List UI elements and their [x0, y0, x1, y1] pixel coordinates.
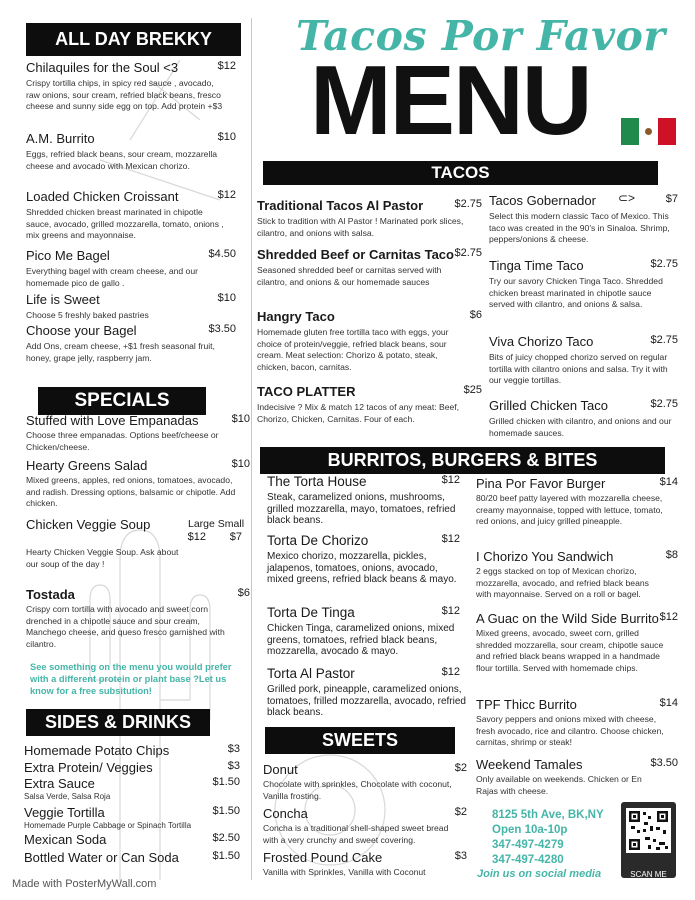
sides-item-price: $2.50: [212, 832, 240, 844]
breakfast-item-desc: Add Ons, cream cheese, +$1 fresh seasonal fruit, honey, grape jelly, raspberry jam.: [26, 341, 215, 363]
sweets-item-desc: Vanilla with Sprinkles, Vanilla with Coconut: [263, 867, 426, 877]
sweets-item-desc: Chocolate with sprinkles, Chocolate with coconut, Vanilla frosting.: [263, 779, 452, 801]
specials-item-name[interactable]: Stuffed with Love Empanadas: [26, 413, 199, 428]
specials-item-price: $10: [231, 458, 250, 470]
breakfast-item-name[interactable]: Chilaquiles for the Soul <3: [26, 60, 179, 75]
hours: Open 10a-10p: [492, 824, 568, 836]
tacos-left-item-price: $2.75: [454, 198, 482, 210]
tacos-left-item-desc: Stick to tradition with Al Pastor ! Marinated pork slices, cilantro, and onions with salsa.: [257, 216, 464, 238]
substitution-note: See something on the menu you would prefer with a different protein or plant base ?Let us know for a free subsitution!: [30, 662, 232, 696]
fish-icon: ⊂>: [618, 191, 636, 205]
tacos-right-item-name[interactable]: Viva Chorizo Taco: [489, 334, 594, 349]
soup-price-large: $12: [187, 531, 206, 543]
tacos-right-item-desc: Bits of juicy chopped chorizo served on regular tortilla with cilantro onions and salsa. Try it with our veggie tortillas.: [489, 352, 668, 385]
tacos-left-item-name[interactable]: TACO PLATTER: [257, 384, 356, 399]
tacos-right-item-price: $2.75: [650, 258, 678, 270]
tacos-left-item-name[interactable]: Hangry Taco: [257, 309, 335, 324]
tacos-right-item-price: $7: [665, 193, 678, 205]
tacos-right-item-name[interactable]: Grilled Chicken Taco: [489, 398, 608, 413]
sides-item-price: $1.50: [212, 776, 240, 788]
burritos-right-item-desc: Only available on weekends. Chicken or En Rajas with cheese.: [476, 774, 642, 796]
tacos-right-item-price: $2.75: [650, 398, 678, 410]
breakfast-item-price: $12: [217, 60, 236, 72]
burritos-left-item-name[interactable]: The Torta House: [267, 474, 367, 489]
breakfast-item-desc: Choose 5 freshly baked pastries: [26, 310, 149, 320]
breakfast-item-price: $4.50: [208, 248, 236, 260]
burritos-right-item-desc: 2 eggs stacked on top of Mexican chorizo, mozzarella, avocado, and refried black beans with mayonnaise. Served on a roll or bagel.: [476, 566, 649, 599]
tacos-left-item-desc: Seasoned shredded beef or carnitas served with cilantro, and onions & our homemade sauces: [257, 265, 442, 287]
specials-item-name[interactable]: Tostada: [26, 587, 75, 602]
specials-item-desc: Mixed greens, apples, red onions, tomatoes, avocado, and radish. Dressing options, balsamic or chipotle. Add chicken.: [26, 475, 236, 508]
burritos-right-item-price: $14: [659, 697, 678, 709]
breakfast-item-name[interactable]: Loaded Chicken Croissant: [26, 189, 179, 204]
soup-size-labels: Large Small: [188, 518, 245, 530]
tacos-left-item-name[interactable]: Shredded Beef or Carnitas Taco: [257, 247, 454, 262]
breakfast-item-name[interactable]: Life is Sweet: [26, 292, 100, 307]
breakfast-item-price: $10: [217, 131, 236, 143]
specials-item-name[interactable]: Chicken Veggie Soup: [26, 517, 151, 532]
tacos-left-item-name[interactable]: Traditional Tacos Al Pastor: [257, 198, 424, 213]
specials-item-name[interactable]: Hearty Greens Salad: [26, 458, 148, 473]
qr-code-icon: [621, 802, 676, 864]
address: 8125 5th Ave, BK,NY: [492, 809, 604, 821]
burritos-right-item-desc: Savory peppers and onions mixed with cheese, fresh avocado, rice and cilantro. Choose chicken, carnitas, shrimp or steak!: [476, 714, 664, 747]
breakfast-item-desc: Eggs, refried black beans, sour cream, mozzarella cheese and avocado with Mexican chorizo.: [26, 149, 218, 171]
burritos-left-item-price: $12: [441, 666, 460, 678]
mexico-flag-icon: [621, 118, 676, 145]
tacos-right-item-price: $2.75: [650, 334, 678, 346]
tacos-right-item-name[interactable]: Tacos Gobernador: [489, 193, 596, 208]
sides-header: SIDES & DRINKS: [26, 709, 210, 736]
burritos-header: BURRITOS, BURGERS & BITES: [260, 447, 665, 474]
social-text[interactable]: Join us on social media: [477, 868, 602, 880]
qr-code-card[interactable]: [621, 802, 676, 878]
burritos-right-item-name[interactable]: I Chorizo You Sandwich: [476, 549, 614, 564]
tacos-right-item-desc: Try our savory Chicken Tinga Taco. Shredded chicken breast marinated in chipotle sauce served with cilantro, and onions & salsa.: [489, 276, 663, 309]
sweets-item-desc: Concha is a traditional shell-shaped sweet bread with a very crunchy and sweet covering.: [263, 823, 449, 845]
tacos-left-item-desc: Homemade gluten free tortilla taco with eggs, your choice of protein/veggie, refried black beans, sour cream. Meat selection: Chorizo & potato, steak, chicken, bacon, carnitas.: [257, 327, 449, 372]
burritos-left-item-desc: Mexico chorizo, mozzarella, pickles, jalapenos, tomatoes, onions, avocado, mixed greens, refried black beans & mayo.: [267, 551, 457, 585]
specials-item-desc: Choose three empanadas. Options beef/cheese or Chicken/cheese.: [26, 430, 219, 452]
tacos-left-item-price: $25: [463, 384, 482, 396]
burritos-left-item-desc: Grilled pork, pineapple, caramelized onions, tomatoes, frilled mozzarella, avocado, refried black beans.: [267, 684, 466, 718]
breakfast-item-name[interactable]: A.M. Burrito: [26, 131, 95, 146]
burritos-right-item-price: $12: [659, 611, 678, 623]
sweets-item-name[interactable]: Concha: [263, 806, 308, 821]
tacos-right-item-desc: Select this modern classic Taco of Mexico. This taco was created in the 90's in Sinaloa. Shrimp, peppers/onions & cheese.: [489, 211, 670, 244]
tacos-left-item-desc: Indecisive ? Mix & match 12 tacos of any meat: Beef, Chorizo, Chicken, Carnitas. Four of each.: [257, 402, 460, 424]
sweets-item-price: $3: [454, 850, 467, 862]
breakfast-item-name[interactable]: Pico Me Bagel: [26, 248, 110, 263]
burritos-left-item-name[interactable]: Torta Al Pastor: [267, 666, 355, 681]
brand-script-title: Tacos Por Favor: [296, 12, 666, 60]
sides-item-price: $3: [227, 760, 240, 772]
sides-item-name[interactable]: Bottled Water or Can Soda: [24, 850, 179, 865]
breakfast-item-name[interactable]: Choose your Bagel: [26, 323, 137, 338]
burritos-right-item-price: $14: [659, 476, 678, 488]
column-divider: [251, 18, 252, 880]
burritos-left-item-name[interactable]: Torta De Chorizo: [267, 533, 369, 548]
burritos-left-item-price: $12: [441, 605, 460, 617]
burritos-left-item-price: $12: [441, 474, 460, 486]
tacos-left-item-price: $6: [469, 309, 482, 321]
sides-item-desc: Salsa Verde, Salsa Roja: [24, 792, 111, 801]
sweets-item-price: $2: [454, 806, 467, 818]
specials-item-price: $6: [237, 587, 250, 599]
burritos-right-item-price: $3.50: [650, 757, 678, 769]
burritos-left-item-desc: Steak, caramelized onions, mushrooms, grilled mozzarella, mayo, tomatoes, refried black beans.: [267, 492, 456, 526]
tacos-right-item-name[interactable]: Tinga Time Taco: [489, 258, 584, 273]
sides-item-price: $1.50: [212, 805, 240, 817]
burritos-left-item-price: $12: [441, 533, 460, 545]
tacos-header: TACOS: [263, 161, 658, 185]
breakfast-item-desc: Everything bagel with cream cheese, and our homemade pico de gallo .: [26, 266, 198, 288]
sweets-item-price: $2: [454, 762, 467, 774]
soup-price-small: $7: [229, 531, 242, 543]
sides-item-name[interactable]: Extra Protein/ Veggies: [24, 760, 153, 775]
sides-item-name[interactable]: Veggie Tortilla: [24, 805, 105, 820]
breakfast-item-desc: Shredded chicken breast marinated in chipotle sauce, avocado, grilled mozzarella, tomato, onions , mix greens and mayonnaise.: [26, 207, 224, 240]
tacos-right-item-desc: Grilled chicken with cilantro, and onions and our homemade sauces.: [489, 416, 672, 438]
burritos-right-item-name[interactable]: Pina Por Favor Burger: [476, 476, 606, 491]
scan-me-label: SCAN ME: [630, 870, 667, 879]
breakfast-header: ALL DAY BREKKY: [26, 23, 241, 56]
burritos-right-item-name[interactable]: TPF Thicc Burrito: [476, 697, 577, 712]
specials-item-price: $10: [231, 413, 250, 425]
burritos-right-item-desc: 80/20 beef patty layered with mozzarella cheese, creamy mayonnaise, topped with lettuce, tomato, red onions, and juicy grilled pineapple.: [476, 493, 663, 526]
sides-item-price: $3: [227, 743, 240, 755]
breakfast-item-price: $10: [217, 292, 236, 304]
phone-2[interactable]: 347-497-4280: [492, 854, 564, 866]
sides-item-desc: Homemade Purple Cabbage or Spinach Tortilla: [24, 821, 192, 830]
specials-item-desc: Hearty Chicken Veggie Soup. Ask about our soup of the day !: [26, 547, 179, 569]
footer-credit: Made with PosterMyWall.com: [12, 878, 157, 890]
menu-title: MENU: [310, 45, 591, 155]
phone-1[interactable]: 347-497-4279: [492, 839, 564, 851]
specials-item-desc: Crispy corn tortilla with avocado and sweet corn drenched in a chipotle sauce and sour cream, Manchego cheese, and queso fresco garnished with cilantro.: [26, 604, 225, 649]
burritos-right-item-desc: Mixed greens, avocado, sweet corn, grilled shredded mozzarella, sour cream, chipotle sauce and refried black beans wrapped in a handmade flour tortilla. Served with homemade chips.: [476, 628, 664, 673]
burritos-right-item-name[interactable]: Weekend Tamales: [476, 757, 583, 772]
sides-item-name[interactable]: Homemade Potato Chips: [24, 743, 170, 758]
burritos-left-item-desc: Chicken Tinga, caramelized onions, mixed greens, tomatoes, refried black beans, mozzarella, avocado & mayo.: [267, 623, 455, 657]
tacos-left-item-price: $2.75: [454, 247, 482, 259]
sweets-item-name[interactable]: Donut: [263, 762, 298, 777]
breakfast-item-price: $12: [217, 189, 236, 201]
burritos-right-item-name[interactable]: A Guac on the Wild Side Burrito: [476, 611, 659, 626]
contact-block: [492, 808, 604, 868]
specials-header: SPECIALS: [38, 387, 206, 415]
breakfast-item-desc: Crispy tortilla chips, in spicy red sauce , avocado, raw onions, sour cream, refried black beans, fresco cheese and sunny side egg on top. Add protein +$3: [26, 78, 223, 111]
sides-item-name[interactable]: Extra Sauce: [24, 776, 95, 791]
sweets-item-name[interactable]: Frosted Pound Cake: [263, 850, 383, 865]
burritos-left-item-name[interactable]: Torta De Tinga: [267, 605, 355, 620]
sweets-header: SWEETS: [265, 727, 455, 754]
breakfast-item-price: $3.50: [208, 323, 236, 335]
sides-item-name[interactable]: Mexican Soda: [24, 832, 107, 847]
sides-item-price: $1.50: [212, 850, 240, 862]
burritos-right-item-price: $8: [665, 549, 678, 561]
